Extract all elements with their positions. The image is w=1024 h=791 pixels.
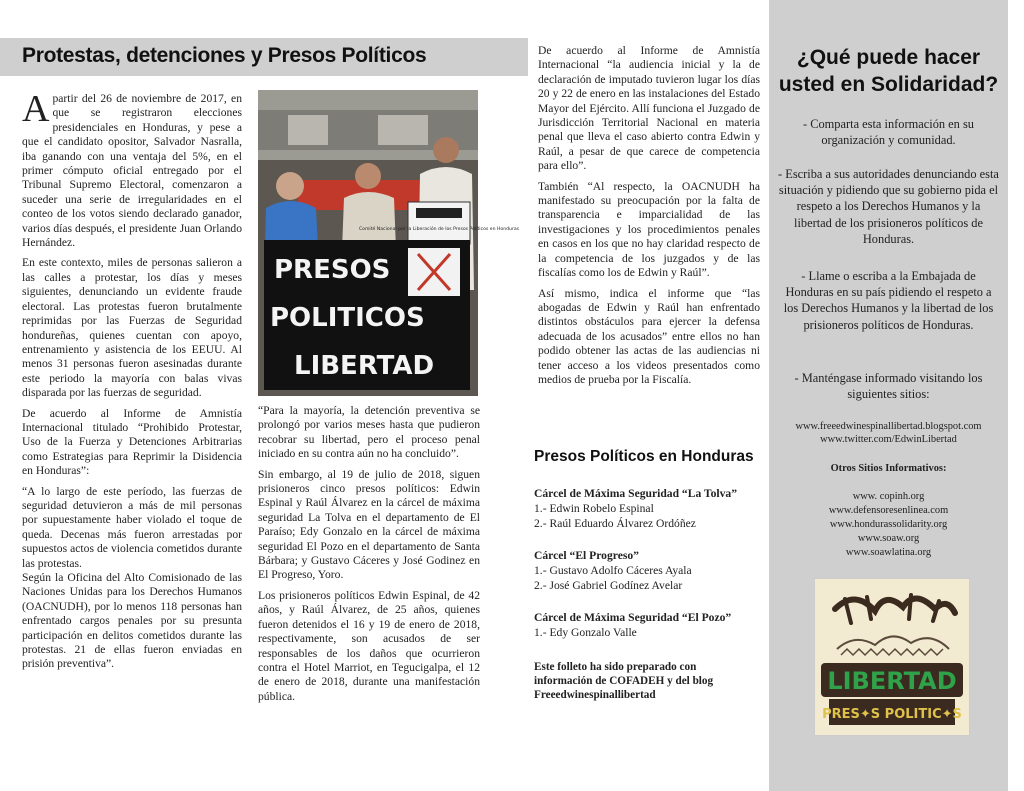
protest-photo bbox=[258, 90, 520, 396]
paragraph: Sin embargo, al 19 de julio de 2018, siguen prisioneros cinco presos políticos: Edwin Espinal y Raúl Álvarez en la cárcel de máxima seguridad La Tolva en el departamento de El Paraíso; Edy Gonzalo en la cárcel de máxima seguridad El Pozo en el departamento de Santa Bárbara; y Gustavo Cáceres y José Godinez en El Progreso, Yoro. bbox=[258, 467, 480, 582]
paragraph: “Para la mayoría, la detención preventiva se prolongó por varios meses hasta que pudieron recobrar su libertad, pero el proceso penal iniciado en su contra aún no ha concluido”. bbox=[258, 404, 480, 461]
paragraph: De acuerdo al Informe de Amnistía Internacional “la audiencia inicial y la de declaración de imputado tuvieron lugar los días 20 y 22 de enero en las instalaciones del Estado Mayor del Ejército. Allí funciona el Juzgado de Jurisdicción Territorial Nacional en materia penal que lleva el caso abierto contra Edwin y Raúl, a pesar de que carece de competencia para ello”. bbox=[538, 44, 760, 173]
protest-photo-illustration bbox=[258, 90, 520, 396]
solidarity-item: - Escriba a sus autoridades denunciando esta situación y pidiendo que su gobierno pida el respeto a los Derechos Humanos y la libertad de los prisioneros políticos de Honduras. bbox=[778, 167, 999, 246]
source-note: Este folleto ha sido preparado con información de COFADEH y del blog Freeedwinespinallibertad bbox=[534, 661, 714, 702]
prison-title: Cárcel de Máxima Seguridad “El Pozo” bbox=[534, 611, 732, 624]
logo-word-1: LIBERTAD bbox=[827, 667, 957, 695]
link[interactable]: www.soawlatina.org bbox=[845, 547, 932, 558]
paragraph bbox=[22, 88, 242, 250]
link[interactable]: www.hondurassolidarity.org bbox=[829, 519, 948, 530]
paragraph: Según la Oficina del Alto Comisionado de las Naciones Unidas para los Derechos Humanos (OACNUDH), por lo menos 118 personas han enfrentado cargos penales por su presunta participación en delitos cometidos durante las protestas. 21 de ellas fueron enviadas en prisión preventiva”. bbox=[22, 571, 242, 671]
paragraph: Los prisioneros políticos Edwin Espinal, de 42 años, y Raúl Álvarez, de 25 años, quienes fueron detenidos el 16 y 19 de enero de 2018, respectivamente, son acusados de ser responsables de los daños que ocurrieron contra el Hotel Marriot, en Tegucigalpa, el 12 de enero de 2018, durante una manifestación pública. bbox=[258, 588, 480, 703]
prisoner-name: 2.- José Gabriel Godínez Avelar bbox=[534, 579, 683, 592]
prisoner-name: 1.- Gustavo Adolfo Cáceres Ayala bbox=[534, 564, 692, 577]
prison-title: Cárcel de Máxima Seguridad “La Tolva” bbox=[534, 487, 738, 500]
banner-text: Comité Nacional por la Liberación de los Presos Políticos en Honduras bbox=[358, 227, 520, 232]
prison-group-la-tolva bbox=[534, 486, 737, 531]
paragraph: “A lo largo de este período, las fuerzas de seguridad detuvieron a más de mil personas por supuestamente haber violado el toque de queda. Decenas más fueron arrestadas por supuestos actos de violencia cometidos durante las protestas. bbox=[22, 484, 242, 570]
prisoner-name: 1.- Edwin Robelo Espinal bbox=[534, 502, 654, 515]
link[interactable]: www.twitter.com/EdwinLibertad bbox=[820, 434, 957, 445]
prisoner-name: 2.- Raúl Eduardo Álvarez Ordóñez bbox=[534, 517, 696, 530]
sign-line-3: LIBERTAD bbox=[294, 351, 435, 381]
solidarity-item: - Comparta esta información en su organización y comunidad. bbox=[802, 117, 974, 148]
solidarity-heading: ¿Qué puede hacer usted en Solidaridad? bbox=[778, 46, 999, 96]
other-sites-heading: Otros Sitios Informativos: bbox=[830, 463, 947, 474]
sign-line-2: POLITICOS bbox=[270, 303, 425, 333]
column-3 bbox=[538, 44, 760, 393]
libertad-logo-art bbox=[815, 579, 969, 735]
prison-title: Cárcel “El Progreso” bbox=[534, 549, 639, 562]
paragraph: Así mismo, indica el informe que “las abogadas de Edwin y Raúl han enfrentado distintos obstáculos para ejercer la defensa adecuada de los acusados” entre ellos no han podido obtener las actas de las audiencias ni tener acceso a los videos presentados como medios de prueba por la Fiscalía. bbox=[538, 286, 760, 386]
drop-cap: A bbox=[22, 88, 50, 130]
libertad-logo bbox=[814, 578, 970, 736]
prison-group-el-progreso bbox=[534, 548, 692, 593]
solidarity-item: - Manténgase informado visitando los siguientes sitios: bbox=[794, 371, 983, 402]
link[interactable]: www.soaw.org bbox=[857, 533, 920, 544]
solidarity-item: - Llame o escriba a la Embajada de Honduras en su país pidiendo el respeto a los Derechos Humanos y la libertad de los prisioneros políticos de Honduras. bbox=[783, 269, 994, 332]
prisoners-heading: Presos Políticos en Honduras bbox=[534, 448, 754, 465]
section-title-bar bbox=[0, 38, 528, 76]
paragraph: De acuerdo al Informe de Amnistía Internacional titulado “Prohibido Protestar, Uso de la Fuerza y Detenciones Arbitrarias como Estrategias para Reprimir la Disidencia en Honduras”: bbox=[22, 406, 242, 478]
logo-word-2: PRES✦S POLITIC✦S bbox=[822, 707, 962, 722]
link[interactable]: www. copinh.org bbox=[852, 491, 925, 502]
sign-line-1: PRESOS bbox=[274, 255, 391, 285]
page-title: Protestas, detenciones y Presos Políticos bbox=[22, 44, 427, 67]
column-1 bbox=[22, 88, 242, 678]
prisoner-name: 1.- Edy Gonzalo Valle bbox=[534, 626, 637, 639]
paragraph: También “Al respecto, la OACNUDH ha manifestado su preocupación por la falta de transparencia e imparcialidad de las investigaciones y los procedimientos penales en casos en los que no hay claridad respecto de la competencia de los juzgados y de las fiscalías como los de Edwin y Raúl”. bbox=[538, 179, 760, 280]
paragraph-text: partir del 26 de noviembre de 2017, en que se registraron elecciones presidenciales en Honduras, y pese a que el candidato opositor, Salvador Nasralla, iba ganando con una ventaja del 5%, en el primer cómputo oficial entregado por el Tribunal Supremo Electoral, comenzaron a suceder una serie de irregularidades en el conteo de los votos siendo declarado ganador, varios días después, el presidente Juan Orlando Hernández. bbox=[22, 92, 242, 250]
column-2 bbox=[258, 404, 480, 710]
link[interactable]: www.defensoresenlinea.com bbox=[828, 505, 949, 516]
prison-group-el-pozo bbox=[534, 610, 731, 640]
link[interactable]: www.freeedwinespinallibertad.blogspot.com bbox=[795, 421, 982, 432]
paragraph: En este contexto, miles de personas salieron a las calles a protestar, los días y meses siguientes, denunciando un evidente fraude electoral. Las protestas fueron brutalmente reprimidas por las Fuerzas de Seguridad hondureñas, quienes cuentan con apoyo, entrenamiento y asistencia de los EEUU. Al menos 31 personas fueron asesinadas durante este periodo la mayoría con balas vivas disparada por las fuerzas de seguridad. bbox=[22, 256, 242, 400]
